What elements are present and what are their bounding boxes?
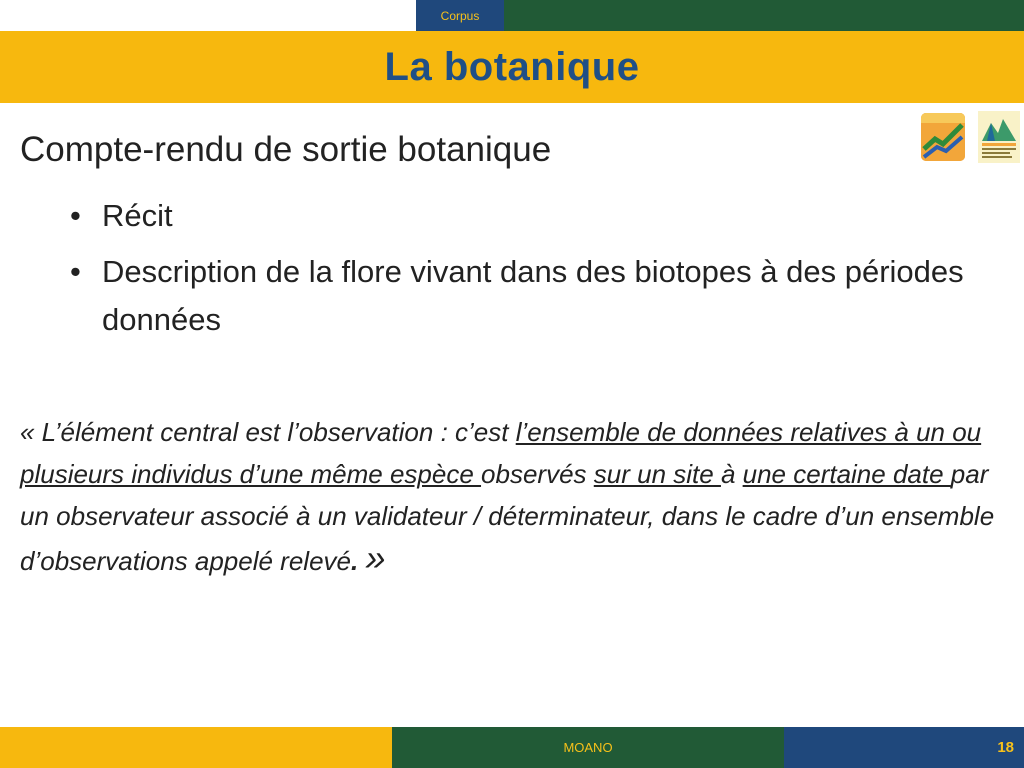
bullet-list xyxy=(70,192,1000,352)
quote-text: observés xyxy=(481,459,594,489)
bullet-item: • Description de la flore vivant dans des biotopes à des périodes données xyxy=(70,248,1000,344)
footer-right xyxy=(784,727,1024,768)
bullet-item: • Récit xyxy=(70,192,1000,240)
quote-underlined-text: l’ensemble de données relatives à un ou plusieurs individus d’une même espèce xyxy=(20,417,982,489)
chart-logo-icon xyxy=(921,113,965,161)
quote-underlined-text: sur un site xyxy=(593,459,721,489)
quote-paragraph xyxy=(20,411,1010,582)
quote-text: par un observateur associé à un validateur / déterminateur, dans le cadre d’un ensemble d’observations appelé relevé xyxy=(20,459,995,576)
section-tab[interactable]: Corpus xyxy=(416,0,504,31)
footer-left xyxy=(0,727,392,768)
slide-title: La botanique xyxy=(384,44,640,89)
top-bar-right xyxy=(504,0,1024,31)
bottom-bar xyxy=(0,727,1024,768)
quote-text: « L’élément central est l’observation : c’est xyxy=(20,417,516,447)
quote-close-mark: » xyxy=(365,537,386,578)
university-logo-icon xyxy=(978,111,1020,163)
top-bar-left xyxy=(0,0,416,31)
logos xyxy=(919,111,1023,167)
title-band xyxy=(0,31,1024,103)
quote-period: . xyxy=(351,546,359,576)
slide-heading: Compte-rendu de sortie botanique xyxy=(20,130,552,169)
top-bar xyxy=(0,0,1024,31)
page-number: 18 xyxy=(997,739,1014,756)
footer-center-label: MOANO xyxy=(392,727,784,768)
quote-text: à xyxy=(720,459,743,489)
quote-underlined-text: une certaine date xyxy=(742,459,951,489)
